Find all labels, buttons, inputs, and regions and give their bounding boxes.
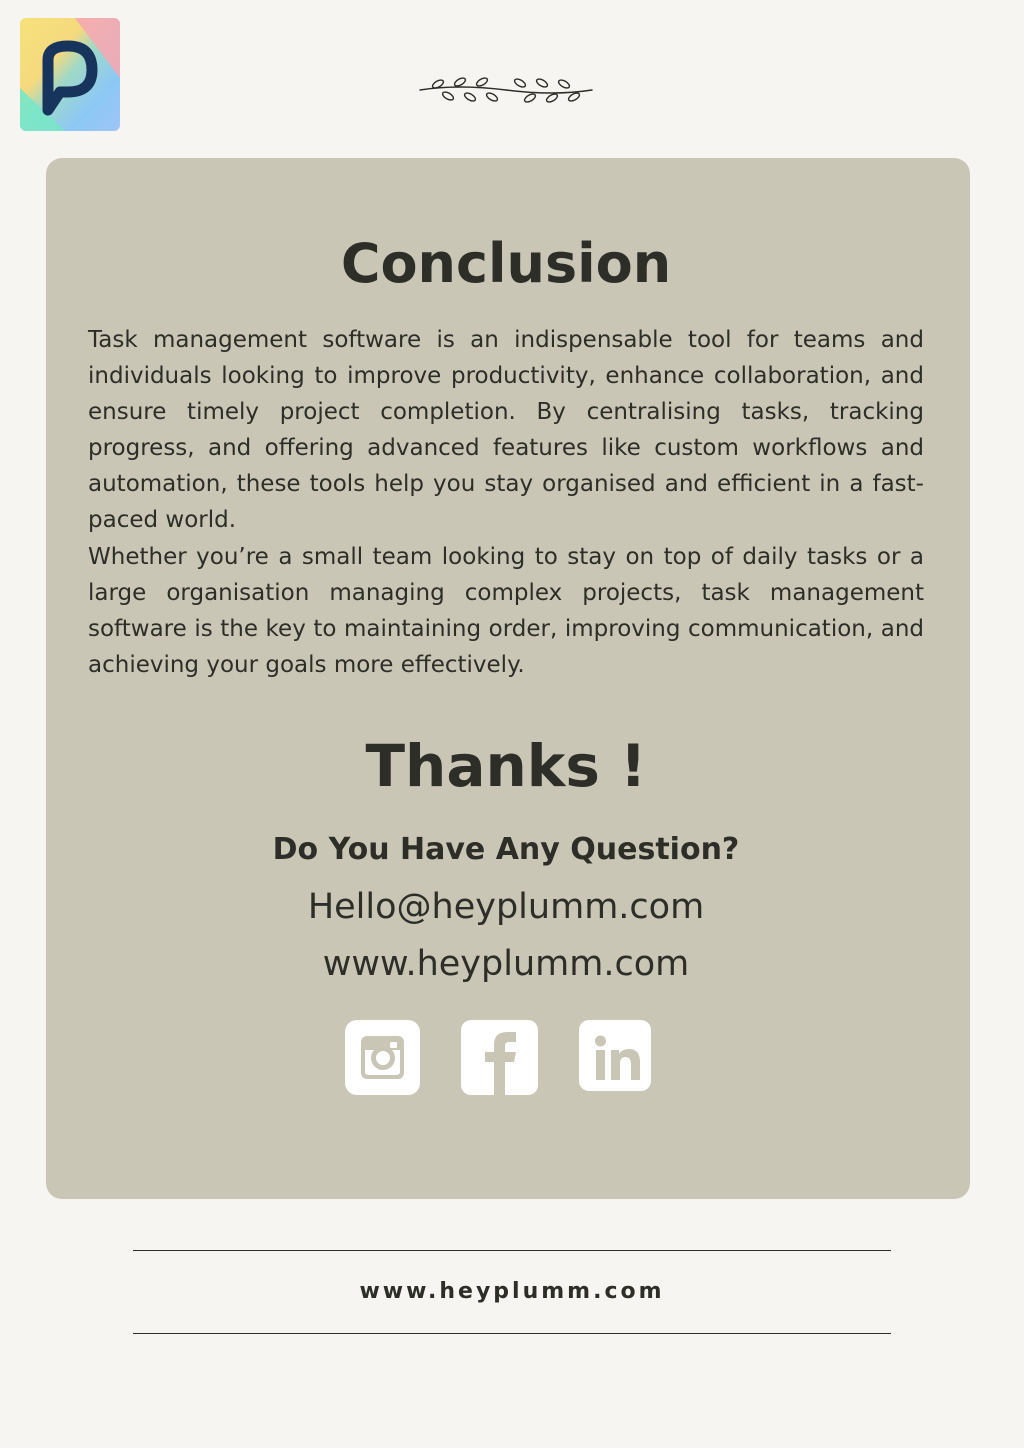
- conclusion-body: [88, 322, 924, 683]
- footer-top-divider: [133, 1250, 891, 1251]
- brand-logo: [20, 18, 120, 131]
- contact-website-link[interactable]: www.heyplumm.com: [322, 944, 690, 984]
- conclusion-paragraph-2: Whether you’re a small team looking to stay on top of daily tasks or a large organisation managing complex projects, task management software is the key to maintaining order, improving communication, and achieving your goals more effectively.: [88, 543, 924, 678]
- leaf-ornament-icon: [418, 72, 594, 108]
- facebook-icon[interactable]: [461, 1020, 539, 1096]
- conclusion-heading: Conclusion: [340, 232, 672, 295]
- footer-website[interactable]: www.heyplumm.com: [359, 1279, 665, 1304]
- instagram-icon[interactable]: [345, 1020, 421, 1096]
- contact-email-link[interactable]: Hello@heyplumm.com: [307, 887, 705, 927]
- linkedin-icon[interactable]: [579, 1020, 651, 1096]
- conclusion-paragraph-1: Task management software is an indispensable tool for teams and individuals looking to improve productivity, enhance collaboration, and ensure timely project completion. By centralising tasks, tracking progress, and offering advanced features like custom workflows and automation, these tools help you stay organised and efficient in a fast-paced world.: [88, 327, 924, 534]
- thanks-heading: Thanks !: [365, 732, 647, 800]
- question-heading: Do You Have Any Question?: [272, 832, 740, 867]
- footer-bottom-divider: [133, 1333, 891, 1334]
